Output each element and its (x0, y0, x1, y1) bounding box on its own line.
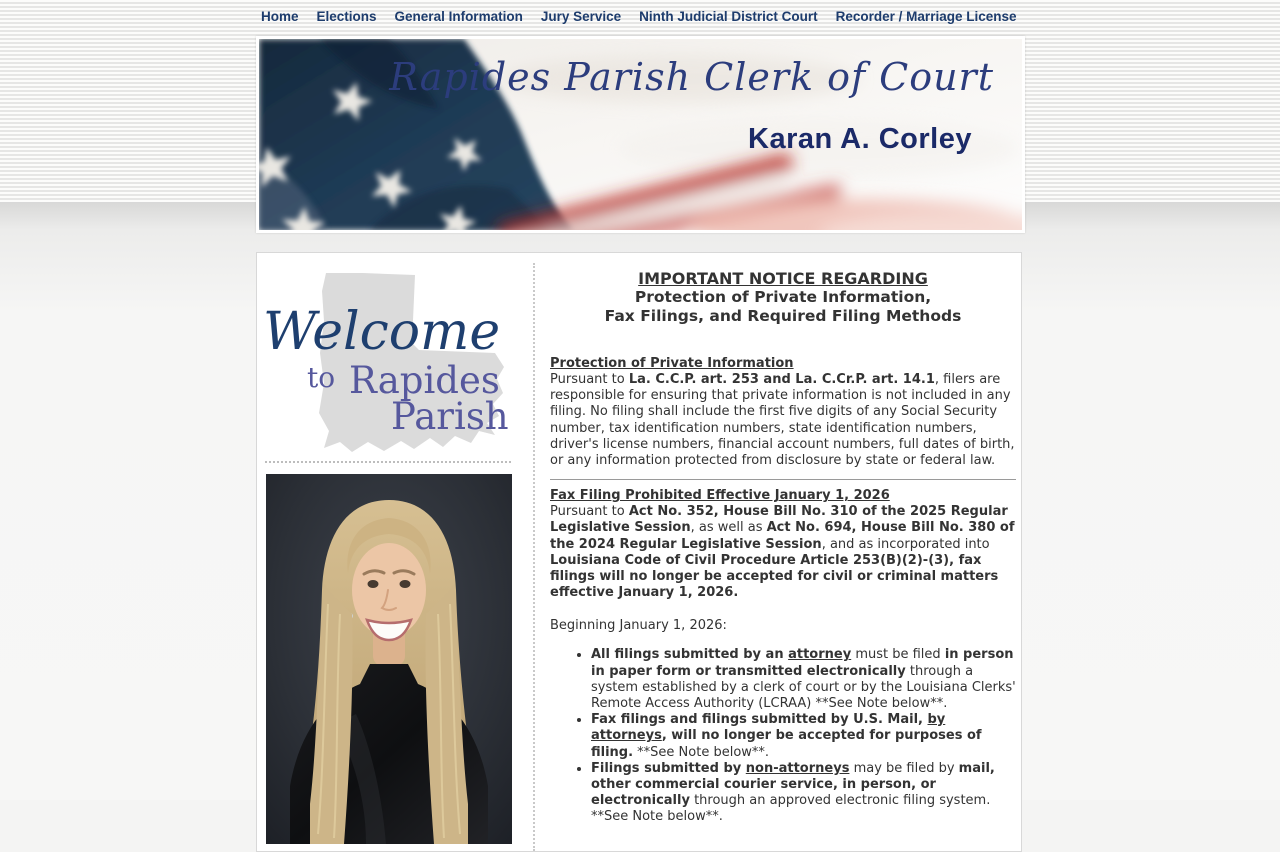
section-divider (550, 479, 1016, 480)
svg-text:Welcome: Welcome (263, 302, 501, 362)
top-navigation (261, 9, 1016, 24)
banner-title: Rapides Parish Clerk of Court (389, 55, 994, 99)
main-content (550, 269, 1016, 826)
section-private-information (550, 356, 1016, 469)
svg-text:to: to (307, 361, 336, 394)
welcome-graphic (263, 263, 515, 459)
nav-item-recorder-marriage-license[interactable]: Recorder / Marriage License (835, 9, 1017, 24)
section-private-information-title: Protection of Private Information (550, 356, 794, 371)
filing-rule-item: • Filings submitted by non-attorneys may be filed by mail, other commercial courier service, in person, or electronically through an approved electronic filing system. **See Note below**. (591, 761, 1016, 826)
notice-heading (550, 269, 1016, 326)
notice-heading-line3: Fax Filings, and Required Filing Methods (604, 307, 962, 325)
filing-rule-item: • Fax filings and filings submitted by U.S. Mail, by attorneys, will no longer be accepted for purposes of filing. **See Note below**. (591, 712, 1016, 761)
section-private-information-text: Pursuant to La. C.C.P. art. 253 and La. C.Cr.P. art. 14.1, filers are responsible for ensuring that private information is not included in any filing. No filing shall include the first five digits of any Social Security number, tax identification numbers, state identification numbers, driver's license numbers, financial account numbers, full dates of birth, or any information protected from disclosure by state or federal law. (550, 372, 1015, 469)
section-fax-filing-title: Fax Filing Prohibited Effective January 1, 2026 (550, 488, 890, 504)
svg-text:Parish: Parish (391, 395, 509, 438)
nav-item-general-information[interactable]: General Information (394, 9, 523, 24)
beginning-line: Beginning January 1, 2026: (550, 618, 727, 634)
clerk-portrait-photo (266, 474, 512, 844)
svg-text:Rapides: Rapides (349, 359, 500, 402)
dotted-separator-horizontal (265, 461, 511, 463)
filing-rules-list (550, 647, 1016, 825)
section-fax-filing-text: Pursuant to Act No. 352, House Bill No. 310 of the 2025 Regular Legislative Session, as well as Act No. 694, House Bill No. 380 of the 2024 Regular Legislative Session, and as incorporated into Louisiana Code of Civil Procedure Article 253(B)(2)-(3), fax filings will no longer be accepted for civil or criminal matters effective January 1, 2026. (550, 504, 1015, 601)
nav-item-elections[interactable]: Elections (316, 9, 377, 24)
content-card (256, 252, 1022, 852)
nav-item-ninth-judicial-district-court[interactable]: Ninth Judicial District Court (639, 9, 818, 24)
banner (256, 36, 1025, 233)
dotted-separator-vertical (533, 263, 535, 851)
filing-rule-item: • All filings submitted by an attorney must be filed in person in paper form or transmitted electronically through a system established by a clerk of court or by the Louisiana Clerks' Remote Access Authority (LCRAA) **See Note below**. (591, 647, 1016, 712)
notice-heading-line2: Protection of Private Information, (634, 288, 932, 306)
notice-heading-line1: IMPORTANT NOTICE REGARDING (638, 269, 928, 288)
section-fax-filing (550, 488, 1016, 601)
banner-clerk-name: Karan A. Corley (748, 123, 972, 155)
nav-item-jury-service[interactable]: Jury Service (540, 9, 622, 24)
nav-item-home[interactable]: Home (261, 9, 299, 24)
